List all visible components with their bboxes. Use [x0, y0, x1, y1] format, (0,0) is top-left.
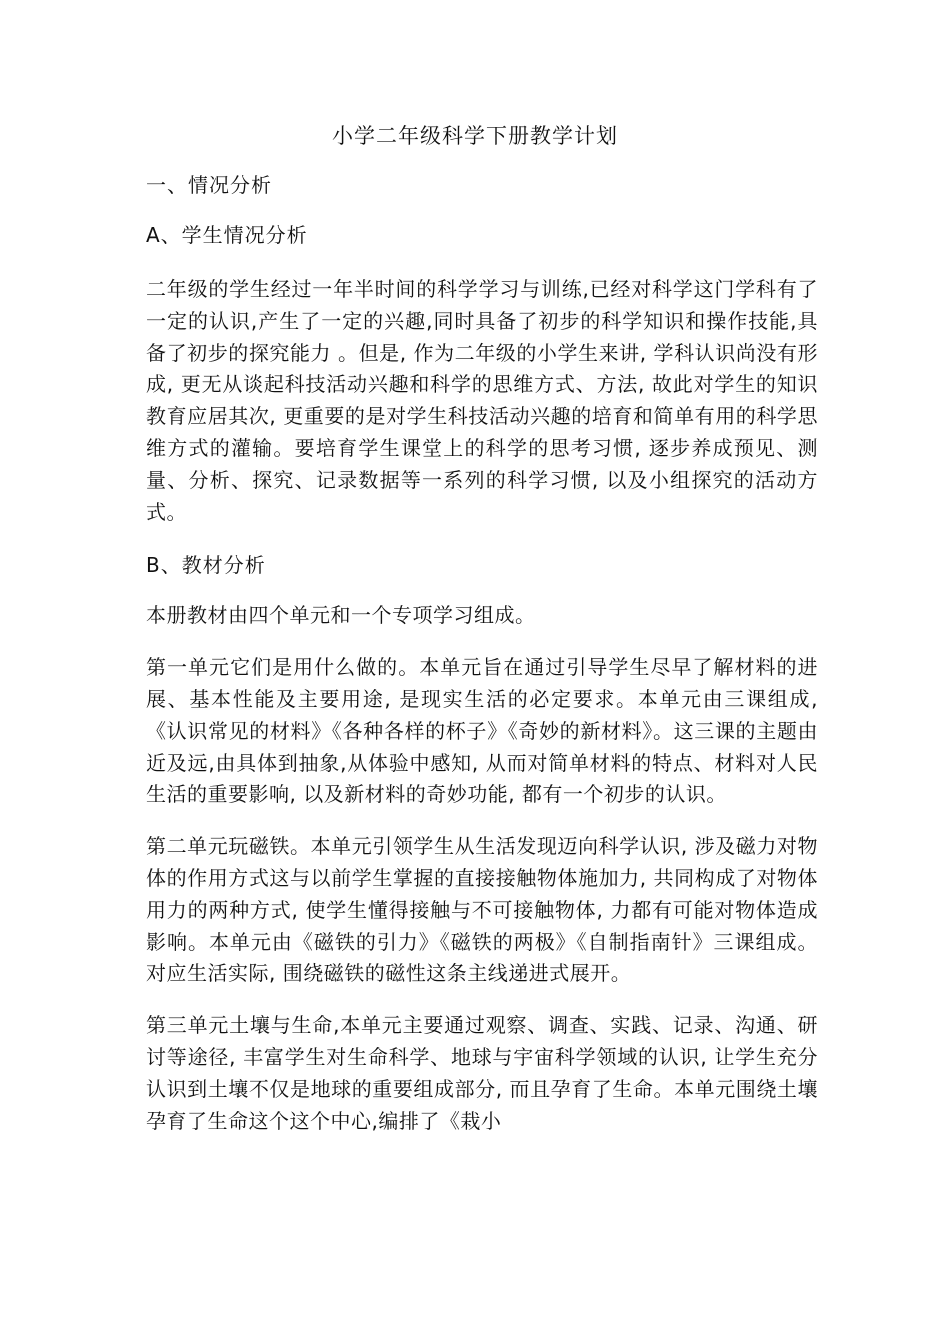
- document-title: 小学二年级科学下册教学计划: [332, 124, 618, 148]
- student-analysis-paragraph: 二年级的学生经过一年半时间的科学学习与训练,已经对科学这门学科有了一定的认识,产生了一定的兴趣,同时具备了初步的科学知识和操作技能,具备了初步的探究能力 。但是, 作为二年级的小学生来讲, 学科认识尚没有形成, 更无从谈起科技活动兴趣和科学的思维方式、方法, 故此对学生的知识教育应居其次, 更重要的是对学生科技活动兴趣的培育和简单有用的科学思维方式的灌输。要培育学生课堂上的科学的思考习惯, 逐步养成预见、测量、分析、探究、记录数据等一系列的科学习惯, 以及小组探究的活动方式。: [146, 277, 818, 524]
- section-b-heading: B、教材分析: [146, 553, 266, 578]
- unit-3-paragraph: 第三单元土壤与生命,本单元主要通过观察、调查、实践、记录、沟通、研讨等途径, 丰富学生对生命科学、地球与宇宙科学领域的认识, 让学生充分认识到土壤不仅是地球的重要组成部分, 而且孕育了生命。本单元围绕土壤孕育了生命这个这个中心,编排了《栽小: [146, 1013, 818, 1133]
- unit-2-paragraph: 第二单元玩磁铁。本单元引领学生从生活发现迈向科学认识, 涉及磁力对物体的作用方式这与以前学生掌握的直接接触物体施加力, 共同构成了对物体用力的两种方式, 使学生懂得接触与不可接触物体, 力都有可能对物体造成影响。本单元由《磁铁的引力》《磁铁的两极》《自制指南针》三课组成。对应生活实际, 围绕磁铁的磁性这条主线递进式展开。: [146, 834, 818, 986]
- unit-1-paragraph: 第一单元它们是用什么做的。本单元旨在通过引导学生尽早了解材料的进展、基本性能及主要用途, 是现实生活的必定要求。本单元由三课组成,《认识常见的材料》《各种各样的杯子》《奇妙的新材料》。这三课的主题由近及远,由具体到抽象,从体验中感知, 从而对简单材料的特点、材料对人民生活的重要影响, 以及新材料的奇妙功能, 都有一个初步的认识。: [146, 655, 818, 807]
- section-1-heading: 一、情况分析: [146, 173, 272, 197]
- section-a-heading: A、学生情况分析: [146, 223, 308, 247]
- document-body: [146, 168, 818, 1137]
- textbook-intro-paragraph: 本册教材由四个单元和一个专项学习组成。: [146, 603, 536, 628]
